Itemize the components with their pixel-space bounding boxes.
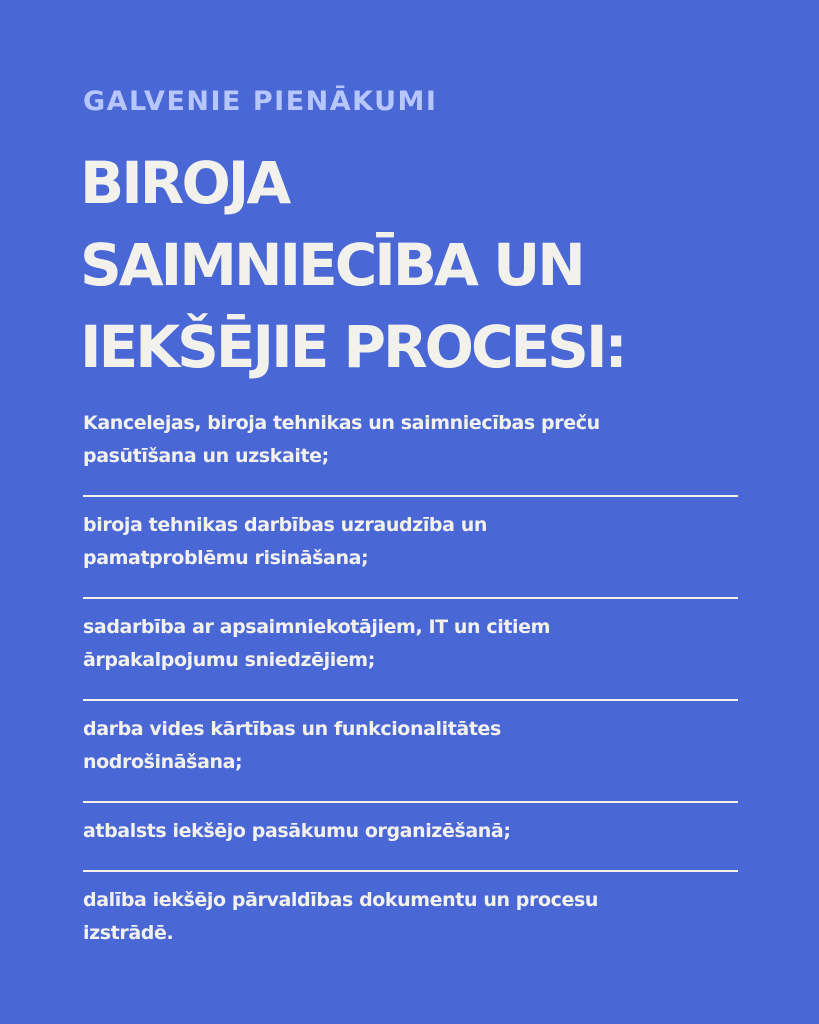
list-item <box>83 701 738 801</box>
list-item <box>83 803 738 870</box>
list-item <box>83 599 738 699</box>
responsibility-list <box>83 395 738 972</box>
title-line: BIROJA <box>80 149 289 217</box>
list-item <box>83 395 738 495</box>
title-line: SAIMNIECĪBA UN <box>80 231 583 299</box>
list-item-text: Kancelejas, biroja tehnikas un saimniecības preču <box>83 412 600 434</box>
section-title <box>80 142 740 388</box>
list-item-text: darba vides kārtības un funkcionalitātes <box>83 718 501 740</box>
list-item-text: biroja tehnikas darbības uzraudzība un <box>83 514 488 536</box>
section-label: GALVENIE PIENĀKUMI <box>83 86 438 117</box>
title-line: IEKŠĒJIE PROCESI: <box>80 313 625 381</box>
list-item-text: pasūtīšana un uzskaite; <box>83 445 329 467</box>
list-item-text: ārpakalpojumu sniedzējiem; <box>83 649 375 671</box>
list-item-text: pamatproblēmu risināšana; <box>83 547 369 569</box>
list-item <box>83 497 738 597</box>
list-item <box>83 872 738 972</box>
list-item-text: dalība iekšējo pārvaldības dokumentu un procesu <box>83 889 598 911</box>
list-item-text: atbalsts iekšējo pasākumu organizēšanā; <box>83 820 511 842</box>
list-item-text: izstrādē. <box>83 922 174 944</box>
list-item-text: nodrošināšana; <box>83 751 243 773</box>
list-item-text: sadarbība ar apsaimniekotājiem, IT un citiem <box>83 616 551 638</box>
